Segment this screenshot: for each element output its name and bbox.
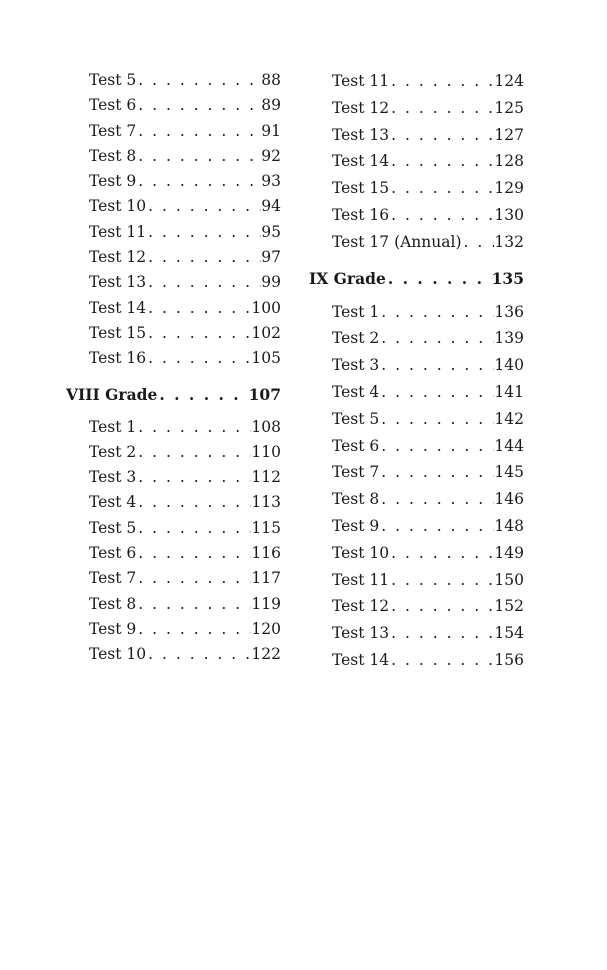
entry-page: 110	[251, 442, 281, 461]
dot-leader	[136, 119, 261, 144]
entry-page: 95	[261, 222, 281, 241]
entry-label: Test 13	[332, 624, 390, 643]
toc-entry	[309, 202, 524, 229]
grade-label: IX Grade	[309, 268, 386, 288]
dot-leader	[389, 567, 494, 594]
entry-label: Test 9	[89, 619, 137, 638]
dot-leader	[389, 593, 494, 620]
entry-label: Test 14	[332, 650, 390, 669]
toc-entry	[66, 194, 281, 219]
entry-label: Test 6	[89, 96, 137, 115]
entry-page: 152	[494, 597, 524, 616]
dot-leader	[136, 169, 261, 194]
dot-leader	[389, 68, 494, 95]
toc-entry	[309, 647, 524, 674]
entry-label: Test 16	[89, 349, 147, 368]
dot-leader	[136, 465, 251, 490]
dot-leader	[136, 93, 261, 118]
entry-page: 120	[251, 619, 281, 638]
entry-page: 154	[494, 624, 524, 643]
entry-label: Test 9	[89, 172, 137, 191]
entry-page: 142	[494, 409, 524, 428]
entry-page: 89	[261, 96, 281, 115]
toc-section-continued	[66, 68, 281, 372]
dot-leader	[379, 352, 494, 379]
toc-entry	[309, 379, 524, 406]
toc-entry	[66, 68, 281, 93]
entry-label: Test 14	[332, 152, 390, 171]
entry-page: 116	[251, 544, 281, 563]
dot-leader	[136, 617, 251, 642]
dot-leader	[386, 266, 492, 292]
entry-label: Test 8	[89, 594, 137, 613]
entry-label: Test 1	[89, 417, 137, 436]
entry-page: 93	[261, 172, 281, 191]
entry-page: 149	[494, 543, 524, 562]
entry-label: Test 5	[89, 71, 137, 89]
toc-entry	[309, 352, 524, 379]
dot-leader	[389, 148, 494, 175]
entry-page: 132	[494, 232, 524, 251]
toc-column-left	[66, 68, 281, 668]
toc-section-grade-tests	[309, 299, 524, 674]
entry-label: Test 11	[332, 570, 390, 589]
dot-leader	[389, 122, 494, 149]
toc-entry	[309, 148, 524, 175]
entry-label: Test 17 (Annual)	[332, 232, 462, 251]
toc-entry	[309, 299, 524, 326]
dot-leader	[462, 229, 495, 256]
entry-label: Test 4	[332, 382, 380, 401]
toc-entry	[309, 406, 524, 433]
entry-label: Test 15	[89, 323, 147, 342]
dot-leader	[389, 540, 494, 567]
entry-label: Test 12	[89, 248, 147, 267]
entry-label: Test 11	[89, 222, 147, 241]
entry-page: 130	[494, 205, 524, 224]
dot-leader	[136, 566, 251, 591]
toc-entry	[309, 567, 524, 594]
dot-leader	[157, 382, 248, 408]
entry-label: Test 7	[89, 121, 137, 140]
entry-label: Test 8	[332, 490, 380, 509]
toc-entry	[309, 325, 524, 352]
dot-leader	[136, 592, 251, 617]
toc-grade-heading	[66, 382, 281, 408]
entry-label: Test 13	[332, 125, 390, 144]
entry-page: 115	[251, 518, 281, 537]
dot-leader	[136, 516, 251, 541]
entry-label: Test 16	[332, 205, 390, 224]
dot-leader	[146, 346, 251, 371]
entry-page: 108	[251, 417, 281, 436]
entry-label: Test 12	[332, 597, 390, 616]
entry-page: 99	[261, 273, 281, 292]
toc-section-grade-tests	[66, 415, 281, 668]
toc-entry	[66, 220, 281, 245]
entry-page: 125	[494, 98, 524, 117]
entry-page: 136	[494, 302, 524, 321]
toc-entry	[309, 95, 524, 122]
dot-leader	[136, 415, 251, 440]
entry-page: 97	[261, 248, 281, 267]
entry-label: Test 6	[332, 436, 380, 455]
toc-column-right	[309, 68, 524, 674]
grade-label: VIII Grade	[66, 384, 158, 404]
entry-label: Test 9	[332, 516, 380, 535]
toc-entry	[66, 119, 281, 144]
dot-leader	[379, 513, 494, 540]
entry-page: 105	[251, 349, 281, 368]
entry-page: 128	[494, 152, 524, 171]
dot-leader	[389, 175, 494, 202]
entry-label: Test 7	[89, 569, 137, 588]
grade-page: 107	[248, 384, 281, 404]
dot-leader	[389, 202, 494, 229]
entry-page: 150	[494, 570, 524, 589]
toc-entry	[66, 592, 281, 617]
toc-entry	[66, 93, 281, 118]
toc-entry	[66, 270, 281, 295]
toc-entry	[66, 415, 281, 440]
toc-entry	[309, 620, 524, 647]
entry-label: Test 11	[332, 72, 390, 90]
toc-entry	[309, 68, 524, 95]
toc-entry	[309, 433, 524, 460]
dot-leader	[136, 440, 251, 465]
dot-leader	[379, 379, 494, 406]
entry-page: 140	[494, 356, 524, 375]
entry-page: 94	[261, 197, 281, 216]
toc-entry	[309, 486, 524, 513]
entry-label: Test 5	[332, 409, 380, 428]
entry-label: Test 10	[332, 543, 390, 562]
toc-entry	[66, 516, 281, 541]
toc-entry	[309, 540, 524, 567]
entry-page: 92	[261, 146, 281, 165]
dot-leader	[379, 325, 494, 352]
toc-entry	[309, 459, 524, 486]
toc-entry	[66, 490, 281, 515]
dot-leader	[146, 321, 251, 346]
entry-label: Test 3	[332, 356, 380, 375]
toc-entry	[66, 144, 281, 169]
entry-page: 156	[494, 650, 524, 669]
dot-leader	[146, 642, 251, 667]
toc-grade-heading	[309, 266, 524, 292]
toc-entry	[66, 465, 281, 490]
toc-entry	[309, 175, 524, 202]
entry-page: 146	[494, 490, 524, 509]
toc-entry	[66, 617, 281, 642]
entry-page: 145	[494, 463, 524, 482]
toc-entry	[66, 566, 281, 591]
dot-leader	[136, 541, 251, 566]
dot-leader	[146, 245, 261, 270]
entry-page: 119	[251, 594, 281, 613]
toc-entry	[309, 229, 524, 256]
entry-label: Test 2	[89, 442, 137, 461]
toc-entry	[66, 440, 281, 465]
dot-leader	[379, 433, 494, 460]
toc-entry	[66, 245, 281, 270]
toc-entry	[309, 122, 524, 149]
entry-page: 129	[494, 179, 524, 198]
entry-page: 141	[494, 382, 524, 401]
entry-label: Test 6	[89, 544, 137, 563]
toc-entry	[66, 169, 281, 194]
dot-leader	[136, 144, 261, 169]
entry-page: 100	[251, 298, 281, 317]
dot-leader	[379, 406, 494, 433]
grade-page: 135	[491, 268, 524, 288]
dot-leader	[389, 95, 494, 122]
entry-page: 139	[494, 329, 524, 348]
entry-page: 124	[494, 72, 524, 90]
entry-label: Test 7	[332, 463, 380, 482]
toc-entry	[66, 541, 281, 566]
dot-leader	[146, 296, 251, 321]
entry-label: Test 2	[332, 329, 380, 348]
dot-leader	[379, 486, 494, 513]
entry-page: 117	[251, 569, 281, 588]
entry-page: 148	[494, 516, 524, 535]
entry-label: Test 14	[89, 298, 147, 317]
toc-entry	[309, 593, 524, 620]
entry-page: 88	[261, 71, 281, 89]
entry-page: 102	[251, 323, 281, 342]
dot-leader	[136, 68, 261, 93]
toc-entry	[66, 321, 281, 346]
entry-label: Test 3	[89, 468, 137, 487]
dot-leader	[146, 270, 261, 295]
dot-leader	[389, 620, 494, 647]
entry-label: Test 12	[332, 98, 390, 117]
entry-label: Test 15	[332, 179, 390, 198]
entry-page: 91	[261, 121, 281, 140]
dot-leader	[146, 220, 261, 245]
entry-label: Test 10	[89, 645, 147, 664]
toc-entry	[66, 642, 281, 667]
dot-leader	[389, 647, 494, 674]
entry-label: Test 13	[89, 273, 147, 292]
dot-leader	[136, 490, 251, 515]
entry-label: Test 1	[332, 302, 380, 321]
toc-section-continued	[309, 68, 524, 256]
dot-leader	[146, 194, 261, 219]
entry-page: 112	[251, 468, 281, 487]
entry-label: Test 4	[89, 493, 137, 512]
toc-entry	[66, 296, 281, 321]
dot-leader	[379, 299, 494, 326]
entry-page: 127	[494, 125, 524, 144]
toc-entry	[66, 346, 281, 371]
entry-label: Test 10	[89, 197, 147, 216]
entry-page: 113	[251, 493, 281, 512]
entry-page: 144	[494, 436, 524, 455]
entry-label: Test 5	[89, 518, 137, 537]
entry-page: 122	[251, 645, 281, 664]
entry-label: Test 8	[89, 146, 137, 165]
toc-entry	[309, 513, 524, 540]
dot-leader	[379, 459, 494, 486]
